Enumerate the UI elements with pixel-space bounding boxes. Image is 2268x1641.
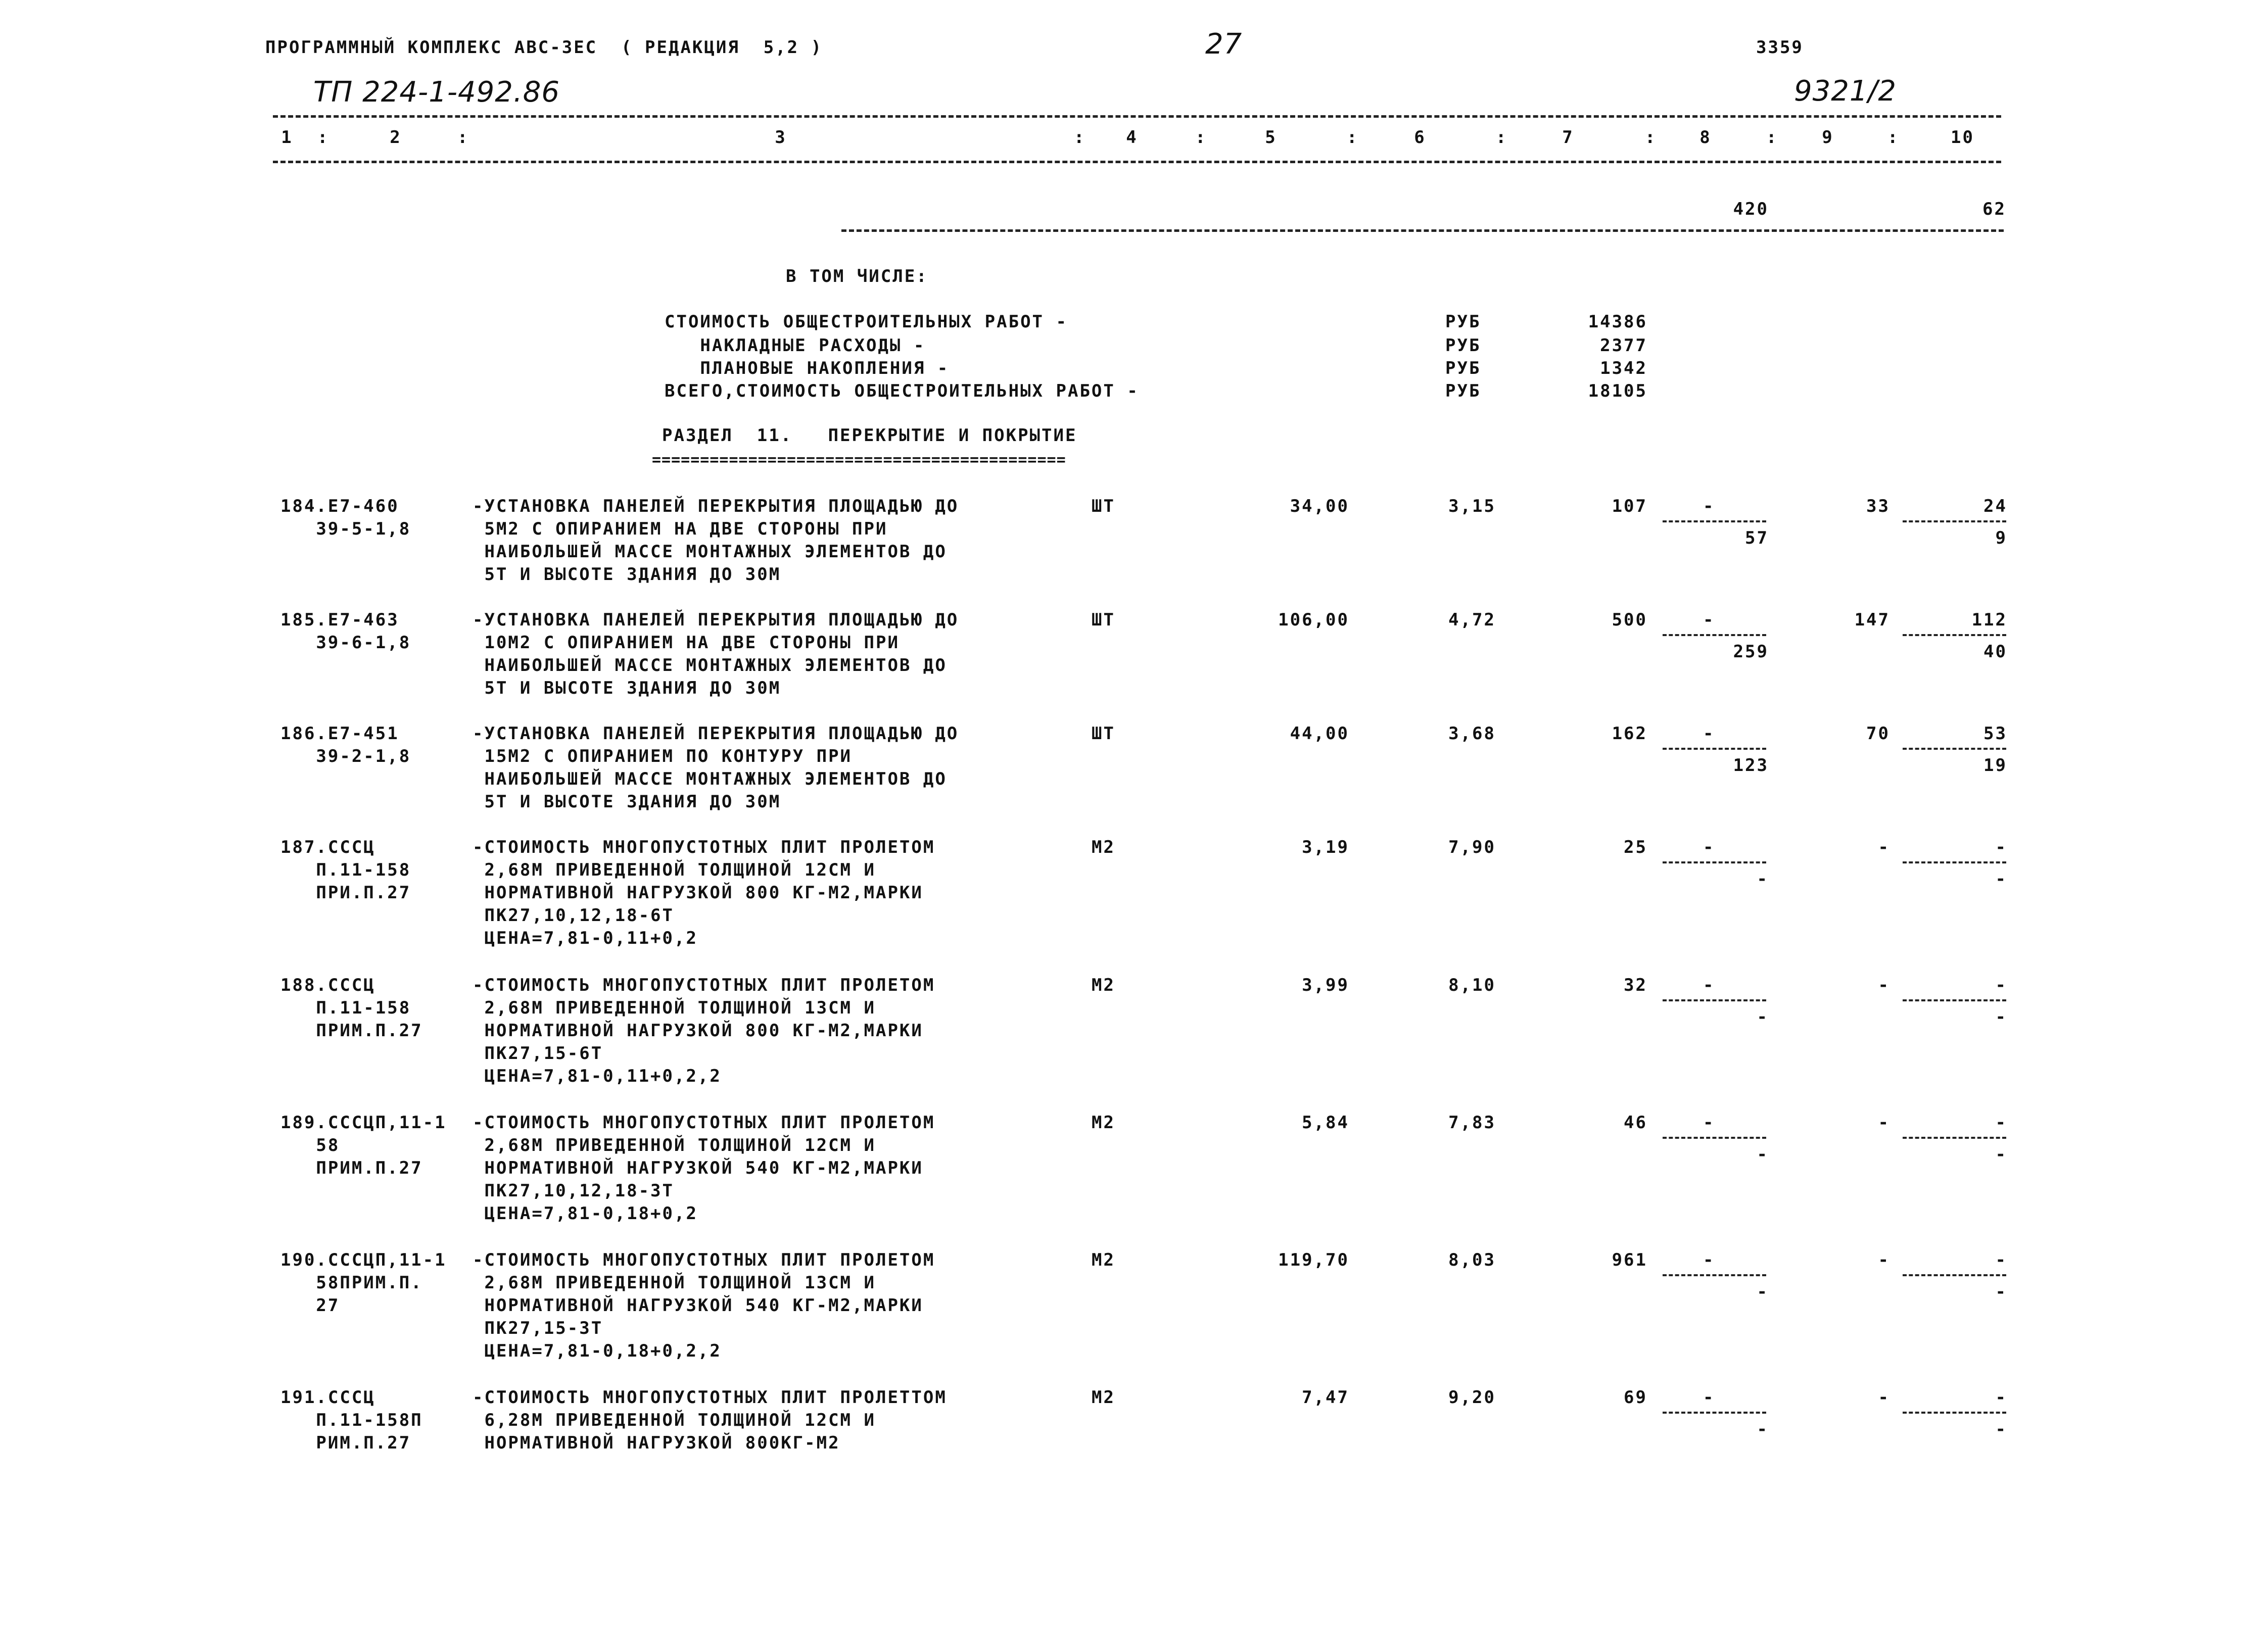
item-total: 25 bbox=[1624, 837, 1647, 857]
section-title: РАЗДЕЛ 11. ПЕРЕКРЫТИЕ И ПОКРЫТИЕ bbox=[662, 425, 1077, 446]
item-col10-top: 112 bbox=[1971, 610, 2007, 630]
col-2: 2 bbox=[390, 127, 402, 148]
col8-fraction-rule bbox=[1663, 520, 1766, 522]
item-unit-price: 9,20 bbox=[1448, 1387, 1496, 1408]
item-col9: - bbox=[1878, 1250, 1890, 1270]
item-col8-bottom: - bbox=[1757, 1144, 1769, 1165]
summary-label: ПЛАНОВЫЕ НАКОПЛЕНИЯ - bbox=[665, 358, 950, 378]
col8-fraction-rule bbox=[1663, 861, 1766, 863]
item-quantity: 119,70 bbox=[1278, 1250, 1349, 1270]
item-total: 500 bbox=[1612, 610, 1647, 630]
item-unit: М2 bbox=[1092, 1113, 1115, 1133]
col10-fraction-rule bbox=[1903, 520, 2006, 522]
item-col9: 33 bbox=[1866, 496, 1890, 516]
summary-value: 1342 bbox=[1600, 358, 1647, 378]
item-col8-top: - bbox=[1703, 496, 1715, 516]
item-col9: - bbox=[1878, 1387, 1890, 1408]
header-bottom-rule bbox=[273, 161, 2001, 163]
program-title: ПРОГРАММНЫЙ КОМПЛЕКС АВС-ЗЕС ( РЕДАКЦИЯ 5,2 ) bbox=[265, 37, 823, 58]
item-code: 189.СССЦП,11-1 58 ПРИМ.П.27 bbox=[280, 1113, 447, 1178]
item-unit-price: 3,68 bbox=[1448, 723, 1496, 744]
item-col8-top: - bbox=[1703, 1250, 1715, 1270]
item-col10-top: - bbox=[1995, 1113, 2007, 1133]
summary-label: СТОИМОСТЬ ОБЩЕСТРОИТЕЛЬНЫХ РАБОТ - bbox=[665, 312, 1068, 332]
col8-fraction-rule bbox=[1663, 1274, 1766, 1276]
col10-fraction-rule bbox=[1903, 861, 2006, 863]
item-col9: - bbox=[1878, 837, 1890, 857]
summary-unit: РУБ bbox=[1445, 335, 1481, 356]
item-col8-bottom: - bbox=[1757, 1419, 1769, 1439]
item-unit-price: 8,10 bbox=[1448, 975, 1496, 995]
item-total: 162 bbox=[1612, 723, 1647, 744]
item-total: 69 bbox=[1624, 1387, 1647, 1408]
item-col10-top: - bbox=[1995, 837, 2007, 857]
item-quantity: 44,00 bbox=[1290, 723, 1349, 744]
item-code: 191.СССЦ П.11-158П РИМ.П.27 bbox=[280, 1387, 423, 1453]
totals-rule bbox=[841, 229, 2004, 232]
col10-fraction-rule bbox=[1903, 1274, 2006, 1276]
item-code: 186.Е7-451 39-2-1,8 bbox=[280, 723, 411, 766]
item-unit-price: 8,03 bbox=[1448, 1250, 1496, 1270]
header-top-rule bbox=[273, 115, 2001, 118]
item-col8-top: - bbox=[1703, 1387, 1715, 1408]
col-5: 5 bbox=[1265, 127, 1277, 148]
item-col10-bottom: 19 bbox=[1983, 755, 2007, 776]
item-col8-bottom: - bbox=[1757, 1282, 1769, 1302]
item-description: -СТОИМОСТЬ МНОГОПУСТОТНЫХ ПЛИТ ПРОЛЕТТОМ 6,28М ПРИВЕДЕННОЙ ТОЛЩИНОЙ 12СМ И НОРМАТИВНОЙ НАГРУЗКОЙ 800КГ-М2 bbox=[472, 1387, 947, 1453]
item-col10-top: 53 bbox=[1983, 723, 2007, 744]
item-description: -СТОИМОСТЬ МНОГОПУСТОТНЫХ ПЛИТ ПРОЛЕТОМ 2,68М ПРИВЕДЕННОЙ ТОЛЩИНОЙ 13СМ И НОРМАТИВНОЙ НАГРУЗКОЙ 800 КГ-М2,МАРКИ ПК27,15-6Т ЦЕНА=7,81-0,11+0,2,2 bbox=[472, 975, 935, 1086]
col10-fraction-rule bbox=[1903, 1412, 2006, 1414]
summary-value: 14386 bbox=[1588, 312, 1647, 332]
item-col8-top: - bbox=[1703, 975, 1715, 995]
item-quantity: 106,00 bbox=[1278, 610, 1349, 630]
item-unit: М2 bbox=[1092, 837, 1115, 857]
item-unit: ШТ bbox=[1092, 723, 1115, 744]
item-unit: М2 bbox=[1092, 1387, 1115, 1408]
item-col8-bottom: - bbox=[1757, 1007, 1769, 1027]
item-quantity: 3,99 bbox=[1302, 975, 1349, 995]
item-col10-bottom: - bbox=[1995, 1007, 2007, 1027]
item-code: 185.Е7-463 39-6-1,8 bbox=[280, 610, 411, 653]
item-unit: М2 bbox=[1092, 1250, 1115, 1270]
item-col8-bottom: - bbox=[1757, 869, 1769, 889]
col8-fraction-rule bbox=[1663, 634, 1766, 636]
item-description: -УСТАНОВКА ПАНЕЛЕЙ ПЕРЕКРЫТИЯ ПЛОЩАДЬЮ ДО 10М2 С ОПИРАНИЕМ НА ДВЕ СТОРОНЫ ПРИ НАИБОЛЬШЕЙ МАССЕ МОНТАЖНЫХ ЭЛЕМЕНТОВ ДО 5Т И ВЫСОТЕ ЗДАНИЯ ДО 30М bbox=[472, 610, 959, 698]
item-col8-top: - bbox=[1703, 723, 1715, 744]
item-col9: 147 bbox=[1854, 610, 1890, 630]
col-4: 4 bbox=[1126, 127, 1138, 148]
summary-unit: РУБ bbox=[1445, 358, 1481, 378]
item-col8-top: - bbox=[1703, 1113, 1715, 1133]
item-code: 190.СССЦП,11-1 58ПРИМ.П. 27 bbox=[280, 1250, 447, 1316]
page-number: 27 bbox=[1205, 28, 1243, 61]
item-code: 184.Е7-460 39-5-1,8 bbox=[280, 496, 411, 539]
item-col10-bottom: 9 bbox=[1995, 528, 2007, 548]
item-unit-price: 7,90 bbox=[1448, 837, 1496, 857]
item-description: -СТОИМОСТЬ МНОГОПУСТОТНЫХ ПЛИТ ПРОЛЕТОМ 2,68М ПРИВЕДЕННОЙ ТОЛЩИНОЙ 12СМ И НОРМАТИВНОЙ НАГРУЗКОЙ 540 КГ-М2,МАРКИ ПК27,10,12,18-3Т ЦЕНА=7,81-0,18+0,2 bbox=[472, 1113, 935, 1224]
total-col10: 62 bbox=[1982, 199, 2006, 219]
total-col8: 420 bbox=[1733, 199, 1769, 219]
col10-fraction-rule bbox=[1903, 1137, 2006, 1139]
col10-fraction-rule bbox=[1903, 748, 2006, 750]
summary-including: В ТОМ ЧИСЛЕ: bbox=[786, 266, 928, 286]
item-col8-bottom: 123 bbox=[1733, 755, 1769, 776]
item-col10-top: - bbox=[1995, 1250, 2007, 1270]
item-description: -СТОИМОСТЬ МНОГОПУСТОТНЫХ ПЛИТ ПРОЛЕТОМ 2,68М ПРИВЕДЕННОЙ ТОЛЩИНОЙ 12СМ И НОРМАТИВНОЙ НАГРУЗКОЙ 800 КГ-М2,МАРКИ ПК27,10,12,18-6Т ЦЕНА=7,81-0,11+0,2 bbox=[472, 837, 935, 948]
item-code: 187.СССЦ П.11-158 ПРИ.П.27 bbox=[280, 837, 411, 903]
item-total: 32 bbox=[1624, 975, 1647, 995]
item-col10-bottom: 40 bbox=[1983, 642, 2007, 662]
col8-fraction-rule bbox=[1663, 1412, 1766, 1414]
item-description: -СТОИМОСТЬ МНОГОПУСТОТНЫХ ПЛИТ ПРОЛЕТОМ 2,68М ПРИВЕДЕННОЙ ТОЛЩИНОЙ 13СМ И НОРМАТИВНОЙ НАГРУЗКОЙ 540 КГ-М2,МАРКИ ПК27,15-3Т ЦЕНА=7,81-0,18+0,2,2 bbox=[472, 1250, 935, 1361]
item-col8-bottom: 57 bbox=[1745, 528, 1769, 548]
item-description: -УСТАНОВКА ПАНЕЛЕЙ ПЕРЕКРЫТИЯ ПЛОЩАДЬЮ ДО 5М2 С ОПИРАНИЕМ НА ДВЕ СТОРОНЫ ПРИ НАИБОЛЬШЕЙ МАССЕ МОНТАЖНЫХ ЭЛЕМЕНТОВ ДО 5Т И ВЫСОТЕ ЗДАНИЯ ДО 30М bbox=[472, 496, 959, 585]
col8-fraction-rule bbox=[1663, 999, 1766, 1001]
summary-unit: РУБ bbox=[1445, 312, 1481, 332]
item-description: -УСТАНОВКА ПАНЕЛЕЙ ПЕРЕКРЫТИЯ ПЛОЩАДЬЮ ДО 15М2 С ОПИРАНИЕМ ПО КОНТУРУ ПРИ НАИБОЛЬШЕЙ МАССЕ МОНТАЖНЫХ ЭЛЕМЕНТОВ ДО 5Т И ВЫСОТЕ ЗДАНИЯ ДО 30М bbox=[472, 723, 959, 812]
col8-fraction-rule bbox=[1663, 748, 1766, 750]
item-col8-bottom: 259 bbox=[1733, 642, 1769, 662]
item-quantity: 3,19 bbox=[1302, 837, 1349, 857]
item-col10-bottom: - bbox=[1995, 1419, 2007, 1439]
item-code: 188.СССЦ П.11-158 ПРИМ.П.27 bbox=[280, 975, 423, 1041]
item-col9: - bbox=[1878, 1113, 1890, 1133]
summary-value: 18105 bbox=[1588, 381, 1647, 401]
item-col10-bottom: - bbox=[1995, 1144, 2007, 1165]
item-col8-top: - bbox=[1703, 610, 1715, 630]
summary-unit: РУБ bbox=[1445, 381, 1481, 401]
col-8: 8 bbox=[1699, 127, 1712, 148]
col8-fraction-rule bbox=[1663, 1137, 1766, 1139]
summary-value: 2377 bbox=[1600, 335, 1647, 356]
item-col10-top: - bbox=[1995, 975, 2007, 995]
item-unit: ШТ bbox=[1092, 496, 1115, 516]
item-unit-price: 7,83 bbox=[1448, 1113, 1496, 1133]
item-total: 46 bbox=[1624, 1113, 1647, 1133]
item-unit-price: 3,15 bbox=[1448, 496, 1496, 516]
item-quantity: 5,84 bbox=[1302, 1113, 1349, 1133]
item-unit: ШТ bbox=[1092, 610, 1115, 630]
col-6: 6 bbox=[1414, 127, 1426, 148]
item-col10-top: 24 bbox=[1983, 496, 2007, 516]
col-3: 3 bbox=[775, 127, 787, 148]
item-col9: - bbox=[1878, 975, 1890, 995]
item-col10-top: - bbox=[1995, 1387, 2007, 1408]
item-col8-top: - bbox=[1703, 837, 1715, 857]
summary-label: ВСЕГО,СТОИМОСТЬ ОБЩЕСТРОИТЕЛЬНЫХ РАБОТ - bbox=[665, 381, 1139, 401]
item-col10-bottom: - bbox=[1995, 1282, 2007, 1302]
item-unit-price: 4,72 bbox=[1448, 610, 1496, 630]
col10-fraction-rule bbox=[1903, 634, 2006, 636]
item-quantity: 7,47 bbox=[1302, 1387, 1349, 1408]
col-7: 7 bbox=[1562, 127, 1574, 148]
item-total: 107 bbox=[1612, 496, 1647, 516]
item-quantity: 34,00 bbox=[1290, 496, 1349, 516]
summary-label: НАКЛАДНЫЕ РАСХОДЫ - bbox=[665, 335, 926, 356]
col-10: 10 bbox=[1951, 127, 1974, 148]
item-unit: М2 bbox=[1092, 975, 1115, 995]
item-col9: 70 bbox=[1866, 723, 1890, 744]
doc-number: 9321/2 bbox=[1794, 75, 1897, 108]
item-col10-bottom: - bbox=[1995, 869, 2007, 889]
section-underline: =========================================== bbox=[652, 451, 1066, 469]
sheet-code: 3359 bbox=[1756, 37, 1804, 58]
item-total: 961 bbox=[1612, 1250, 1647, 1270]
project-code: ТП 224-1-492.86 bbox=[313, 76, 560, 109]
col10-fraction-rule bbox=[1903, 999, 2006, 1001]
col-1: 1 bbox=[281, 127, 293, 148]
col-9: 9 bbox=[1822, 127, 1834, 148]
